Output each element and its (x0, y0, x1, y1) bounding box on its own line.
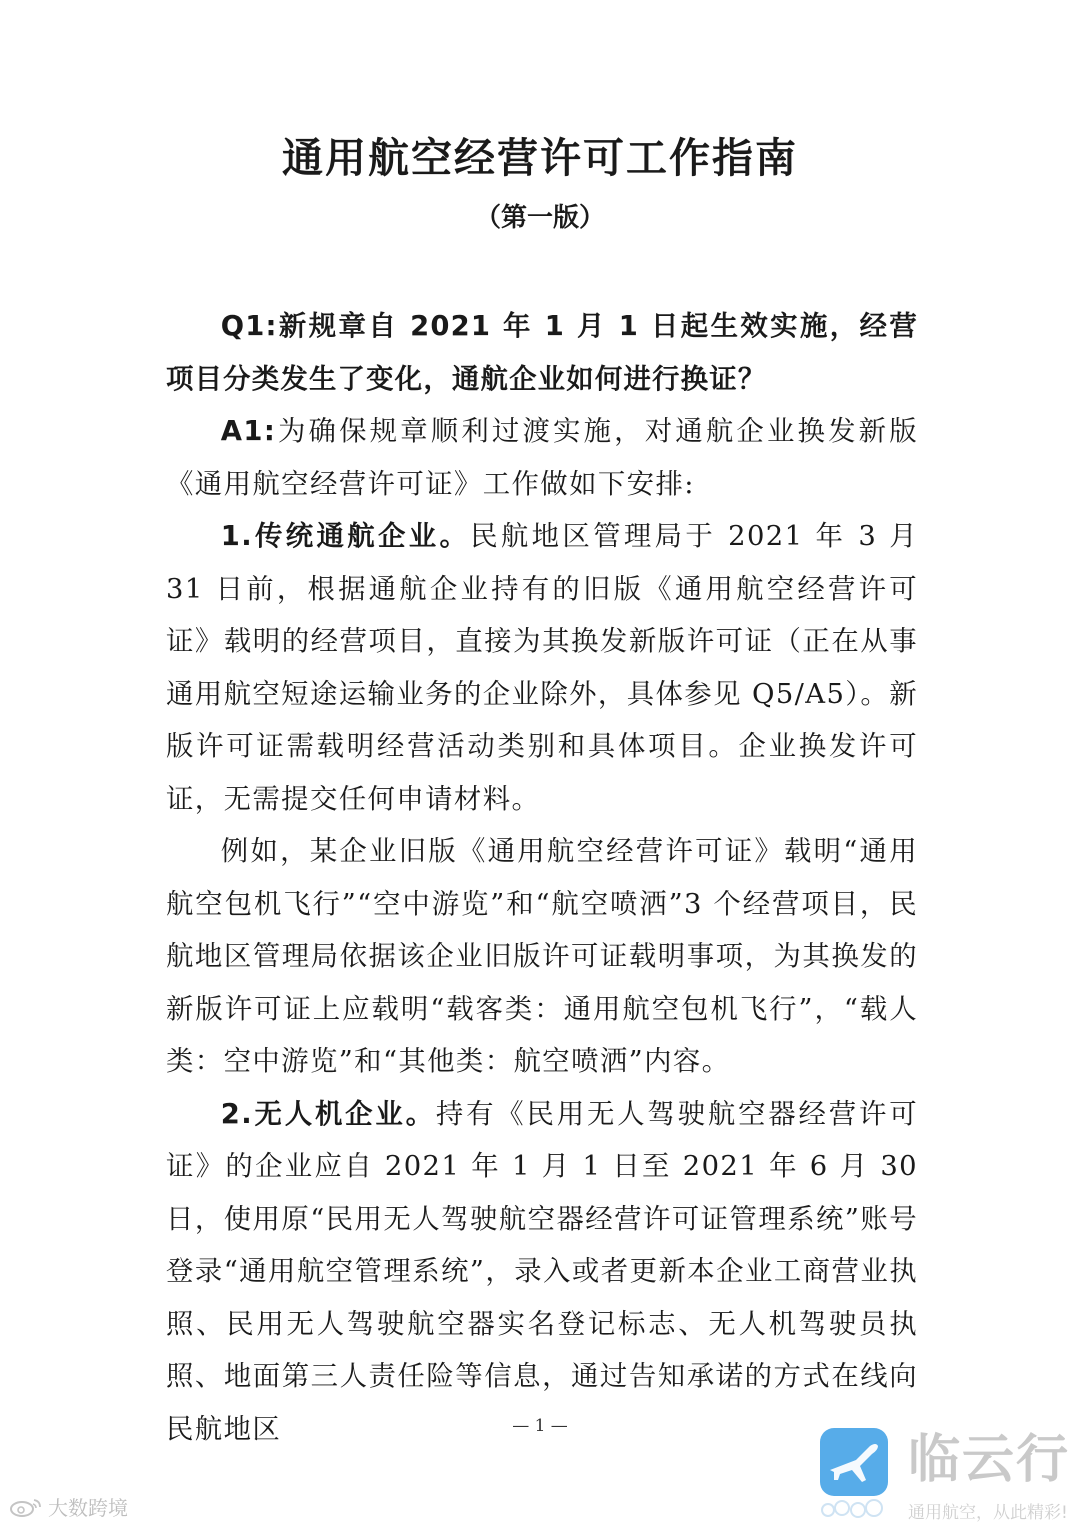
answer-a1-text: 为确保规章顺利过渡实施，对通航企业换发新版《通用航空经营许可证》工作做如下安排: (166, 416, 918, 500)
watermark-left-text: 大数跨境 (48, 1496, 128, 1520)
section-drone-enterprises (166, 1089, 918, 1457)
answer-a1 (166, 406, 918, 511)
section-1-text: 民航地区管理局于 2021 年 3 月 31 日前，根据通航企业持有的旧版《通用航空经营许可证》载明的经营项目，直接为其换发新版许可证（正在从事通用航空短途运输业务的企业除外，具体参见 Q5/A5）。新版许可证需载明经营活动类别和具体项目。企业换发许可证，无需提交任何申请材料。 (166, 521, 918, 815)
section-2-heading: 2.无人机企业。 (220, 1098, 436, 1130)
example-paragraph: 例如，某企业旧版《通用航空经营许可证》载明“通用航空包机飞行”“空中游览”和“航空喷洒”3 个经营项目，民航地区管理局依据该企业旧版许可证载明事项，为其换发的新版许可证上应载明“载客类：通用航空包机飞行”，“载人类：空中游览”和“其他类：航空喷洒”内容。 (166, 836, 918, 1077)
document-title: 通用航空经营许可工作指南 (282, 134, 798, 182)
question-q1: Q1:新规章自 2021 年 1 月 1 日起生效实施，经营项目分类发生了变化，通航企业如何进行换证？ (166, 311, 918, 395)
section-traditional-enterprises (166, 511, 918, 826)
watermark-slogan: 通用航空，从此精彩! (908, 1503, 1068, 1523)
watermark-brand: 临云行 (908, 1430, 1071, 1490)
watermark-left (8, 1492, 128, 1521)
document-subtitle: （第一版） (474, 203, 605, 233)
page-number: — 1 — (512, 1416, 568, 1436)
document-body (166, 301, 918, 1456)
answer-a1-lead: A1: (220, 416, 277, 447)
watermark-right (820, 1428, 1076, 1524)
section-1-heading: 1.传统通航企业。 (220, 521, 471, 552)
weibo-icon (8, 1496, 44, 1518)
section-2-text: 持有《民用无人驾驶航空器经营许可证》的企业应自 2021 年 1 月 1 日至 2021 年 6 月 30 日，使用原“民用无人驾驶航空器经营许可证管理系统”账号登录“通用航空管理系统”，录入或者更新本企业工商营业执照、民用无人驾驶航空器实名登记标志、无人机驾驶员执照、地面第三人责任险等信息，通过告知承诺的方式在线向民航地区 (166, 1098, 918, 1445)
cloud-bubbles-icon (820, 1494, 900, 1522)
airplane-logo-icon (820, 1428, 888, 1496)
